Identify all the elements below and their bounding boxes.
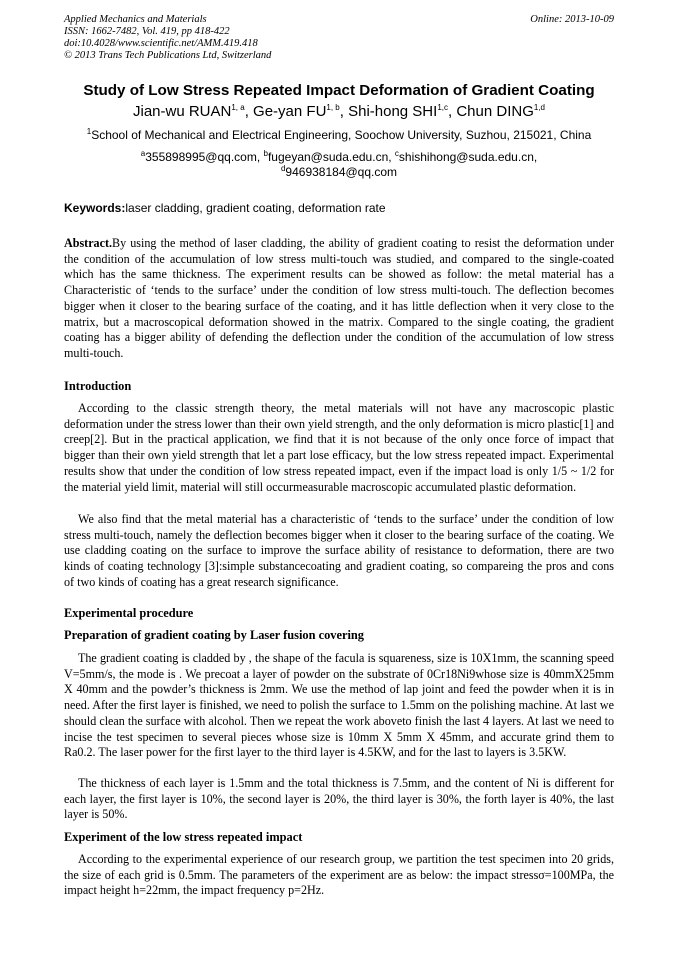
keywords-text: laser cladding, gradient coating, deformation rate bbox=[125, 201, 386, 215]
email-link[interactable]: fugeyan@suda.edu.cn bbox=[267, 150, 389, 164]
email-list: $^a$355898995@qq.com, $^b$fugeyan@suda.edu.cn, $^c$shishihong@suda.edu.cn, $^d$946938184@qq.com bbox=[140, 149, 538, 179]
author-sup: 1,c bbox=[437, 103, 448, 112]
experimental-heading: Experimental procedure bbox=[64, 606, 194, 620]
abstract bbox=[64, 236, 614, 362]
online-date: Online: 2013-10-09 bbox=[530, 14, 614, 25]
email-sup: c bbox=[394, 149, 399, 158]
paper-title: Study of Low Stress Repeated Impact Deformation of Gradient Coating bbox=[83, 82, 595, 99]
preparation-paragraph: The gradient coating is cladded by , the shape of the facula is squareness, size is 10X1mm, the scanning speed V=5mm/s, the mode is . We precoat a layer of powder on the substrate of 0Cr18Ni9whose size is 40mmX25mm X 40mm and the powder’s thickness is 2mm. We use the method of lap joint and feed the powder when it is in need. After the first layer is finished, we need to polish the surface to 1.5mm on the polishing machine. At last we should clean the surface with alcohol. Then we repeat the work aboveto finish the last 4 layers. At last we need to incise the test specimen to several pieces whose size is 10mm X 5mm X 45mm, and accurate grind them to Ra0.2. The laser power for the first layer to the third layer is 4.5KW, and for the last to layers is 3.5KW. bbox=[64, 651, 614, 760]
journal-name: Applied Mechanics and Materials bbox=[64, 14, 207, 25]
journal-doi: doi:10.4028/www.scientific.net/AMM.419.418 bbox=[64, 38, 258, 49]
thickness-paragraph: The thickness of each layer is 1.5mm and the total thickness is 7.5mm, and the content of Ni is different for each layer, the first layer is 10%, the second layer is 20%, the third layer is 30%, the forth layer is 40%, the last layer is 50%. bbox=[64, 776, 614, 822]
author-list: Jian-wu RUAN$^{1, a}$, Ge-yan FU$^{1, b}$, Shi-hong SHI$^{1,c}$, Chun DING$^{1,d}$ bbox=[133, 103, 545, 120]
impact-subheading: Experiment of the low stress repeated impact bbox=[64, 830, 303, 844]
keywords-label: Keywords: bbox=[64, 201, 126, 215]
author-name: Chun DING bbox=[456, 103, 534, 120]
email-sup: b bbox=[263, 149, 268, 158]
introduction-paragraph-2: We also find that the metal material has a characteristic of ‘tends to the surface’ under the condition of low stress multi-touch, namely the deflection becomes bigger when it closer to the bearing surface of the coating. We use cladding coating on the surface to improve the surface ability of resistance to deformation, there are two kinds of coating technology [3]:simple substancecoating and gradient coating, so compareing the pros and cons of two kinds of coating has a great research significance. bbox=[64, 512, 614, 589]
author-sup: 1, b bbox=[326, 103, 340, 112]
introduction-paragraph-1: According to the classic strength theory, the metal materials will not have any macroscopic plastic deformation under the stress lower than their own yield strength, and the only deformation is micro plastic[1] and creep[2]. But in the practical application, we find that it is not because of the only once force of impact that bigger than their own yield strength that let a part lose efficacy, but the low stress repeated impact. Experimental results show that under the condition of low stress repeated impact, even if the impact load is only 1/5 ~ 1/2 for the material yield limit, material will still occurmeasurable macroscopic accumulated plastic deformation. bbox=[64, 401, 614, 494]
preparation-subheading: Preparation of gradient coating by Laser fusion covering bbox=[64, 628, 365, 642]
author-name: Shi-hong SHI bbox=[348, 103, 438, 120]
journal-header bbox=[64, 14, 614, 62]
author-sup: 1,d bbox=[533, 103, 545, 112]
keywords bbox=[64, 201, 614, 215]
affiliation-text: School of Mechanical and Electrical Engineering, Soochow University, Suzhou, 215021, China bbox=[91, 128, 592, 142]
introduction-heading: Introduction bbox=[64, 379, 132, 393]
affiliation bbox=[40, 128, 638, 142]
email-sup: a bbox=[140, 149, 146, 158]
email-link[interactable]: shishihong@suda.edu.cn bbox=[398, 150, 534, 164]
affiliation-sup: 1 bbox=[86, 127, 92, 136]
author-name: Jian-wu RUAN bbox=[133, 103, 232, 120]
abstract-text: By using the method of laser cladding, the ability of gradient coating to resist the deformation under the condition of the accumulation of low stress multi-touch was studied, and compared to the single-coated which has the same thickness. The experiment results can be showed as follow: the metal material has a Characteristic of ‘tends to the surface’ under the condition of low stress multi-touch. The deflection becomes bigger when it closer to the bearing surface of the coating, and it has little deflection when it very close to the matrix, but a macroscopical deformation showed in the matrix. Compared to the single coating, the gradient coating has a bigger ability of defending the deflection under the condition of the accumulation of low stress multi-touch. bbox=[64, 236, 614, 360]
email-link[interactable]: 946938184@qq.com bbox=[285, 165, 398, 179]
email-link[interactable]: 355898995@qq.com bbox=[145, 150, 257, 164]
author-name: Ge-yan FU bbox=[253, 103, 327, 120]
impact-paragraph: According to the experimental experience of our research group, we partition the test specimen into 20 grids, the size of each grid is 0.5mm. The parameters of the experiment are as below: the impact stressσ=100MPa, the impact height h=22mm, the impact frequency p=2Hz. bbox=[64, 852, 614, 898]
email-sup: d bbox=[280, 164, 286, 173]
abstract-label: Abstract. bbox=[64, 236, 113, 250]
journal-issn: ISSN: 1662-7482, Vol. 419, pp 418-422 bbox=[64, 26, 230, 37]
journal-copyright: © 2013 Trans Tech Publications Ltd, Switzerland bbox=[64, 50, 272, 61]
author-sup: 1, a bbox=[231, 103, 245, 112]
